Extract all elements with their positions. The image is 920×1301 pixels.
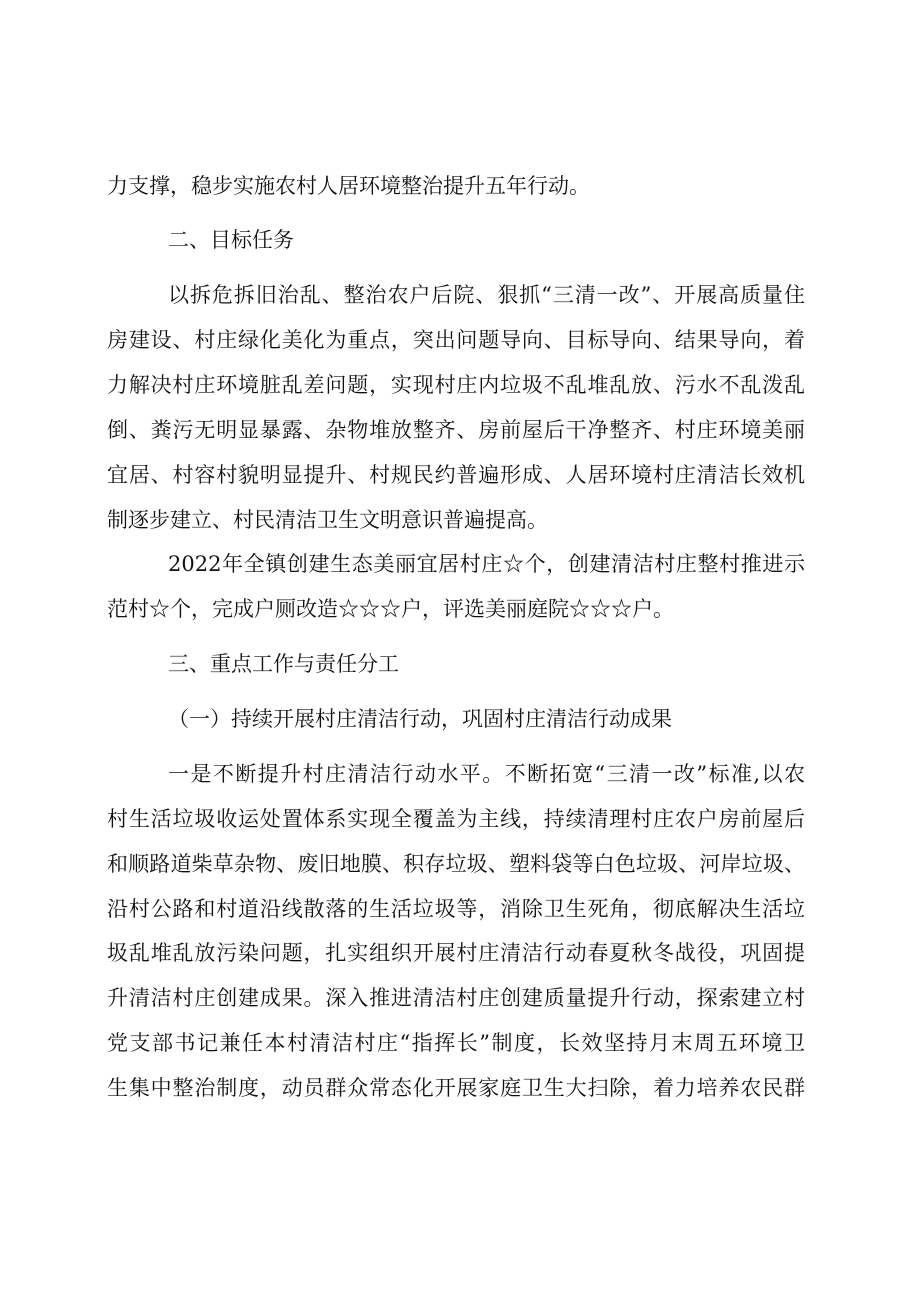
- line-text: 倒、粪污无明显暴露、杂物堆放整齐、房前屋后干净整齐、村庄环境美丽: [107, 418, 805, 442]
- subheading-text: （一）持续开展村庄清洁行动，巩固村庄清洁行动成果: [168, 707, 672, 731]
- line-text: 圾乱堆乱放污染问题，扎实组织开展村庄清洁行动春夏秋冬战役，巩固提: [107, 941, 805, 965]
- line-text: 2022年全镇创建生态美丽宜居村庄☆个，创建清洁村庄整村推进示: [168, 552, 805, 576]
- line-text: 一是不断提升村庄清洁行动水平。不断拓宽“三清一改”标准,以农: [168, 762, 805, 786]
- line-text: 制逐步建立、村民清洁卫生文明意识普遍提高。: [107, 508, 548, 532]
- line-text: 范村☆个，完成户厕改造☆☆☆户，评选美丽庭院☆☆☆户。: [107, 597, 674, 621]
- line-text: 宜居、村容村貌明显提升、村规民约普遍形成、人居环境村庄清洁长效机: [107, 463, 805, 487]
- line-text: 以拆危拆旧治乱、整治农户后院、狠抓“三清一改”、开展高质量住: [168, 283, 805, 307]
- line-text: 生集中整治制度，动员群众常态化开展家庭卫生大扫除，着力培养农民群: [107, 1076, 805, 1100]
- line-text: 沿村公路和村道沿线散落的生活垃圾等，消除卫生死角，彻底解决生活垃: [107, 897, 805, 921]
- line-text: 村生活垃圾收运处置体系实现全覆盖为主线，持续清理村庄农户房前屋后: [107, 807, 805, 831]
- line-text: 力解决村庄环境脏乱差问题，实现村庄内垃圾不乱堆乱放、污水不乱泼乱: [107, 373, 805, 397]
- line-text: 房建设、村庄绿化美化为重点，突出问题导向、目标导向、结果导向，着: [107, 328, 805, 352]
- line-text: 升清洁村庄创建成果。深入推进清洁村庄创建质量提升行动，探索建立村: [107, 986, 805, 1010]
- heading-text: 二、目标任务: [168, 228, 294, 252]
- line-text: 力支撑，稳步实施农村人居环境整治提升五年行动。: [107, 174, 590, 198]
- line-text: 党支部书记兼任本村清洁村庄“指挥长”制度，长效坚持月末周五环境卫: [107, 1031, 805, 1055]
- line-text: 和顺路道柴草杂物、废旧地膜、积存垃圾、塑料袋等白色垃圾、河岸垃圾、: [107, 852, 805, 876]
- heading-text: 三、重点工作与责任分工: [168, 652, 399, 676]
